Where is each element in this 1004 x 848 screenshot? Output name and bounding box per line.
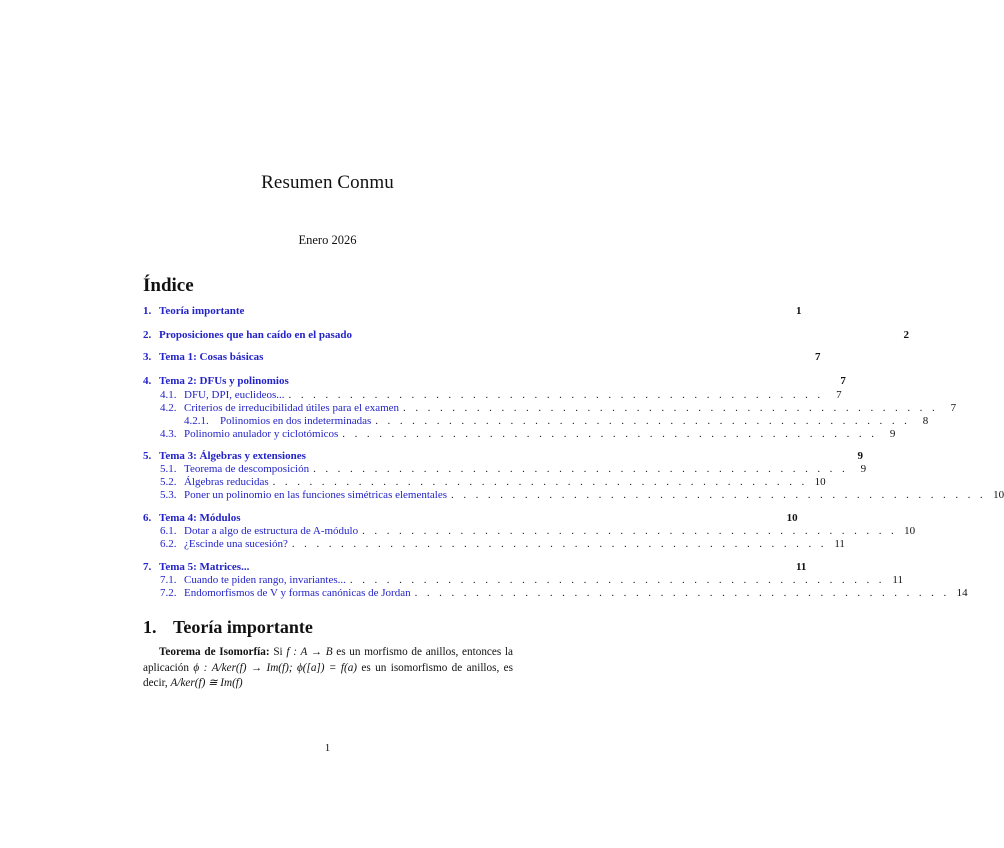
toc-entry-page: 9 — [889, 428, 896, 440]
math-expression: A/ker(f) ≅ Im(f) — [170, 677, 243, 689]
toc-entry-label: Teorema de descomposición — [184, 463, 310, 475]
math-expression: ϕ([a]) = f(a) — [296, 661, 358, 674]
toc-leader-dots: . . . . . . . . . . . . . . . . . . . . . . . . . . . . . . . . . . . . . . . . . . . . — [375, 415, 911, 427]
toc-leader-dots: . . . . . . . . . . . . . . . . . . . . . . . . . . . . . . . . . . . . . . . . . . . . — [313, 463, 849, 475]
toc-entry-number: 5.3. — [160, 489, 177, 501]
toc-entry-number: 4.2. — [160, 402, 177, 414]
toc-entry-label: Endomorfismos de V y formas canónicas de Jordan — [184, 587, 411, 599]
toc-entry-label: Álgebras reducidas — [184, 476, 269, 488]
toc-leader-dots: . . . . . . . . . . . . . . . . . . . . . . . . . . . . . . . . . . . . . . . . . . . . — [362, 525, 898, 537]
toc-entry-label: Tema 4: Módulos — [159, 512, 241, 524]
toc-entry[interactable] — [143, 475, 826, 489]
toc-entry[interactable] — [143, 573, 903, 587]
toc-entry-number: 1. — [143, 305, 152, 317]
theorem-name: Teorema de Isomorfía: — [159, 646, 270, 658]
toc-leader-dots: . . . . . . . . . . . . . . . . . . . . . . . . . . . . . . . . . . . . . . . . . . . . — [272, 476, 808, 488]
toc-entry-number: 6.1. — [160, 525, 177, 537]
toc-entry-number: 7. — [143, 561, 152, 573]
toc-entry-label: Tema 2: DFUs y polinomios — [159, 375, 289, 387]
toc-entry-number: 6. — [143, 512, 152, 524]
toc-entry[interactable] — [143, 388, 842, 402]
toc-entry-label: Proposiciones que han caído en el pasado — [159, 329, 352, 341]
toc-entry-page: 10 — [904, 525, 916, 537]
toc-entry[interactable] — [143, 488, 1004, 502]
document-date: Enero 2026 — [298, 233, 357, 247]
toc-leader-dots: . . . . . . . . . . . . . . . . . . . . . . . . . . . . . . . . . . . . . . . . . . . . — [291, 538, 827, 550]
toc-entry-page: 9 — [860, 463, 867, 475]
toc-leader-dots: . . . . . . . . . . . . . . . . . . . . . . . . . . . . . . . . . . . . . . . . . . . . — [414, 587, 950, 599]
toc-entry[interactable] — [143, 328, 910, 342]
toc-entry-label: Poner un polinomio en las funciones simétricas elementales — [184, 489, 448, 501]
toc-entry-page: 7 — [840, 375, 846, 387]
toc-entry-page: 11 — [892, 574, 903, 586]
toc-entry-number: 4.1. — [160, 389, 177, 401]
toc-entry[interactable] — [143, 524, 916, 538]
document-title: Resumen Conmu — [261, 172, 394, 193]
toc-entry-page: 10 — [814, 476, 826, 488]
toc-entry-label: Dotar a algo de estructura de A-módulo — [184, 525, 359, 537]
toc-entry-number: 4.3. — [160, 428, 177, 440]
toc-entry-label: Polinomio anulador y ciclotómicos — [184, 428, 339, 440]
toc-entry-number: 6.2. — [160, 538, 177, 550]
toc-heading: Índice — [143, 275, 194, 296]
toc-leader-dots: . . . . . . . . . . . . . . . . . . . . . . . . . . . . . . . . . . . . . . . . . . . . — [288, 389, 824, 401]
toc-entry[interactable] — [143, 350, 821, 364]
toc-entry[interactable] — [143, 462, 867, 476]
toc-entry-label: DFU, DPI, euclideos... — [184, 389, 285, 401]
toc-entry-label: Teoría importante — [159, 305, 245, 317]
math-expression: ϕ : A/ker(f) → Im(f); — [193, 661, 293, 674]
toc-entry-page: 2 — [903, 329, 910, 341]
toc-entry-label: Cuando te piden rango, invariantes... — [184, 574, 346, 586]
toc-entry-number: 3. — [143, 351, 152, 363]
toc-entry-page: 7 — [814, 351, 821, 363]
toc-entry[interactable] — [143, 586, 968, 600]
toc-entry[interactable] — [143, 304, 802, 318]
toc-entry[interactable] — [143, 427, 896, 441]
toc-entry-label: Tema 3: Álgebras y extensiones — [159, 450, 306, 462]
toc-entry-number: 2. — [143, 329, 152, 341]
toc-entry-page: 8 — [922, 415, 929, 427]
toc-entry-page: 9 — [857, 450, 863, 462]
toc-entry-page: 14 — [956, 587, 968, 599]
toc-leader-dots: . . . . . . . . . . . . . . . . . . . . . . . . . . . . . . . . . . . . . . . . . . . . — [403, 402, 939, 414]
toc-entry[interactable] — [143, 401, 957, 415]
toc-entry[interactable] — [143, 537, 845, 551]
toc-entry-number: 5. — [143, 450, 152, 462]
section-heading — [143, 617, 313, 638]
toc-entry-page: 7 — [836, 389, 842, 401]
toc-entry-page: 10 — [993, 489, 1004, 501]
toc-entry-page: 7 — [950, 402, 957, 414]
toc-entry-number: 7.1. — [160, 574, 177, 586]
toc-entry[interactable] — [143, 560, 807, 574]
toc-entry[interactable] — [143, 414, 929, 428]
toc-entry-page: 11 — [795, 561, 807, 573]
toc-entry-number: 5.2. — [160, 476, 177, 488]
page-number: 1 — [324, 742, 331, 754]
theorem-text: es un isomorfismo de anillos, es decir, — [143, 661, 513, 689]
toc-entry[interactable] — [143, 374, 846, 388]
toc-entry-label: Tema 1: Cosas básicas — [159, 351, 264, 363]
toc-entry-number: 5.1. — [160, 463, 177, 475]
section-title: Teoría importante — [173, 617, 313, 637]
toc-entry-label: Tema 5: Matrices... — [159, 561, 250, 573]
toc-entry-label: ¿Escinde una sucesión? — [184, 538, 288, 550]
toc-entry-number: 4. — [143, 375, 152, 387]
toc-entry-page: 1 — [796, 305, 802, 317]
toc-entry-label: Polinomios en dos indeterminadas — [220, 415, 372, 427]
math-expression: f : A → B — [286, 646, 333, 658]
section-number: 1. — [143, 617, 157, 637]
theorem-paragraph — [143, 645, 513, 692]
toc-entry-page: 11 — [834, 538, 845, 550]
toc-entry-label: Criterios de irreducibilidad útiles para el examen — [184, 402, 400, 414]
toc-entry-page: 10 — [786, 512, 798, 524]
toc-leader-dots: . . . . . . . . . . . . . . . . . . . . . . . . . . . . . . . . . . . . . . . . . . . . — [349, 574, 885, 586]
toc-entry-number: 7.2. — [160, 587, 177, 599]
toc-leader-dots: . . . . . . . . . . . . . . . . . . . . . . . . . . . . . . . . . . . . . . . . . . . . — [342, 428, 878, 440]
toc-entry[interactable] — [143, 511, 798, 525]
toc-entry[interactable] — [143, 449, 863, 463]
toc-leader-dots: . . . . . . . . . . . . . . . . . . . . . . . . . . . . . . . . . . . . . . . . . . . . — [451, 489, 987, 501]
theorem-text: es un morfismo de anillos, entonces la aplicación — [143, 646, 513, 674]
toc-entry-number: 4.2.1. — [184, 415, 209, 427]
theorem-text: Si — [269, 646, 287, 658]
